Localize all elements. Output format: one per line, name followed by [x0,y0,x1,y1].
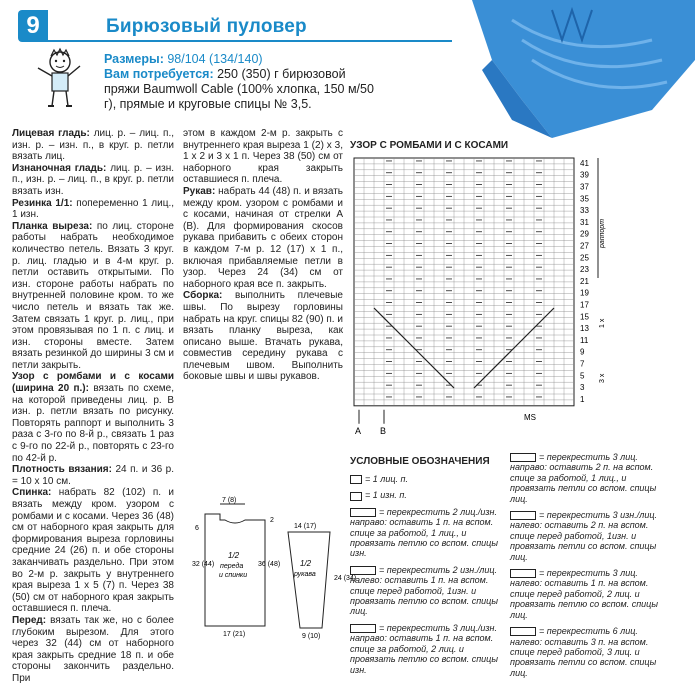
chart-arrow-b-label: B [380,425,387,436]
chart-row-number: 7 [580,359,585,369]
instruction-text: набрать 44 (48) п. и вязать между кром. узором с ромбами и с косами, начиная от стрелки А (В). Для формирования скосов рукава прибавить с обеих сторон в каждом 7-м р. 12 (17) х 1 п., включая прибавляемые петли в узор. Через 24 (34) см от наборного края все п. закрыть. [183,185,343,290]
sleeve-schematic [282,520,357,640]
materials-line [104,67,374,112]
instruction-paragraph [12,198,174,221]
legend-item [510,568,660,620]
legend-item [510,510,660,562]
chart-row-number: 1 [580,394,585,404]
legend-symbol-icon [350,492,362,501]
chart-row-number: 5 [580,371,585,381]
instructions-column-2 [183,128,343,383]
legend-item [510,452,660,504]
instruction-paragraph [12,371,174,464]
instruction-heading: Плотность вязания: [12,464,116,476]
chart-row-number: 21 [580,276,589,286]
instruction-paragraph [12,487,174,615]
legend-right [510,452,660,684]
chart-row-number: 17 [580,300,589,310]
legend-text: = перекрестить 3 лиц. налево: оставить 1 п. на вспом. спице перед работой, 2 лиц. и провязать петлю со вспом. спицы лиц. [510,568,658,620]
legend-item [350,490,505,500]
body-label-3: и спинки [219,572,248,579]
legend-item [350,507,505,559]
legend-symbol-icon [510,569,536,578]
materials-label: Вам потребуется: [104,67,214,81]
legend-symbol-icon [350,508,376,517]
sizes-line [104,52,263,66]
instruction-text: лиц. р. – изн. п., изн. р. – лиц. п., в круг. р. петли вязать изн. [12,162,174,197]
body-left-dim: 6 [195,525,199,532]
legend-text: = перекрестить 6 лиц. налево: оставить 3 п. на вспом. спице перед работой, 3 лиц. и провязать петли со вспом. спицы лиц. [510,626,657,678]
legend-item [350,623,505,675]
chart-row-number: 23 [580,265,589,275]
chart-row-number: 37 [580,182,589,192]
instruction-text: 24 п. и 36 р. = 10 х 10 см. [12,464,175,487]
instruction-heading: Узор с ромбами и с косами (ширина 20 п.): [12,371,174,395]
sleeve-bottom-dim: 9 (10) [302,633,321,640]
instruction-text: вязать так же, но с более глубоким вырезом. Для этого через 32 (44) см от наборного края закрыть средние 18 п. и обе стороны закончить раздельно. При [12,614,174,684]
legend-title: УСЛОВНЫЕ ОБОЗНАЧЕНИЯ [350,456,490,467]
sweater-photo [452,0,695,138]
legend-symbol-icon [350,566,376,575]
instruction-heading: Спинка: [12,487,59,499]
chart-row-number: 9 [580,347,585,357]
materials-value: 250 (350) г бирюзовой пряжи Baumwoll Cable (100% хлопка, 150 м/50 г), прямые и круговые спицы № 3,5. [104,67,374,111]
chart-row-number: 39 [580,170,589,180]
legend-text: = перекрестить 3 лиц. направо: оставить 2 п. на вспом. спице за работой, 1 лиц., и провязать петли со вспом. спицы лиц. [510,452,657,504]
chart-three-x-label: 3 х [599,373,606,383]
sizes-label: Размеры: [104,52,164,66]
knitting-chart [350,155,690,445]
instruction-text: по лиц. стороне работы набрать необходимое количество петель. Вязать 3 круг. р. лиц. гладью и в 4-м круг. р. петли оставить открытыми. По изн. стороне работы набрать по внутренней половине кром. то же число петель и вязать так же. Затем связать 1 круг. р. лиц., при этом провязывая по 1 п. с лиц. и изн. стороны вместе. Затем вязать резинкой до ширины 3 см и петли закрыть. [12,220,174,371]
body-height-dim: 32 (44) [192,561,215,568]
chart-rapport-label: раппорт [599,218,606,248]
instruction-heading: Перед: [12,614,51,626]
legend-text: = перекрестить 2 изн./лиц. налево: оставить 1 п. на вспом. спице перед работой, 1изн. и провязать петлю со вспом. спицы лиц. [350,564,498,617]
legend-symbol-icon [350,624,376,633]
sleeve-height-dim: 24 (34) [334,575,357,582]
chart-row-number: 29 [580,229,589,239]
page-title: Бирюзовый пуловер [106,16,307,37]
sleeve-top-dim: 14 (17) [294,523,317,530]
instruction-paragraph [12,128,174,163]
chart-row-number: 15 [580,312,589,322]
sizes-value: 98/104 (134/140) [167,52,263,66]
sleeve-label-1: 1/2 [300,559,312,568]
legend-item [510,626,660,678]
instruction-heading: Рукав: [183,185,219,197]
sleeve-label-2: рукава [294,571,316,578]
instruction-paragraph [183,290,343,383]
legend-text: = 1 изн. п. [365,490,407,501]
instruction-paragraph [12,464,174,487]
instructions-column-1 [12,128,174,685]
chart-row-number: 3 [580,383,585,393]
chart-title: УЗОР С РОМБАМИ И С КОСАМИ [350,140,509,151]
instruction-text: этом в каждом 2-м р. закрыть с внутреннего края выреза 1 (2) х 3, 1 х 2 и 3 х 1 п. Через 38 (50) см от наборного края закрыть оставшиеся п. плеча. [183,128,343,186]
body-label-2: переда [220,563,244,570]
chart-row-number: 35 [580,194,589,204]
instruction-heading: Изнаночная гладь: [12,162,111,174]
instruction-heading: Резинка 1/1: [12,197,77,209]
instruction-paragraph [183,128,343,186]
body-top-dim: 7 (8) [222,497,237,504]
chart-row-number: 25 [580,253,589,263]
chart-row-number: 41 [580,158,589,168]
chart-one-x-label: 1 х [599,318,606,328]
chart-ms-label: MS [524,412,536,422]
body-right-dim: 2 [270,517,274,524]
legend-symbol-icon [510,453,536,462]
legend-symbol-icon [510,511,536,520]
legend-item [350,474,505,484]
chart-row-number: 19 [580,288,589,298]
instruction-text: набрать 82 (102) п. и вязать между кром. узором с ромбами и с косами. Через 36 (48) см от наборного края закрыть для формирования выреза горловины средние 24 (26) п. и обе стороны заканчивать раздельно. При этом во 2-м р. закрыть у внутреннего края выреза 1 х 5 (7) п. Через 38 (50) см от наборного края закрыть оставшиеся п. плеча. [12,487,174,615]
instruction-heading: Планка выреза: [12,220,97,232]
body-height2-dim: 36 (48) [258,561,281,568]
instruction-paragraph [183,186,343,290]
instruction-text: выполнить плечевые швы. По вырезу горловины набрать на круг. спицы 82 (90) п. и вязать планку выреза, как описано выше. Втачать рукава, совместив середину рукава с плечевым швом. Выполнить боковые швы и швы рукавов. [183,290,343,383]
body-schematic [190,496,280,636]
chart-arrow-a-label: A [355,425,362,436]
chart-row-number: 11 [580,335,589,345]
instruction-heading: Сборка: [183,290,236,302]
legend-text: = перекрестить 3 лиц./изн. направо: оставить 1 п. на вспом. спице за работой, 2 лиц. и провязать петлю со вспом. спицы изн. [350,622,498,675]
chart-row-number: 13 [580,324,589,334]
instruction-paragraph [12,221,174,372]
instruction-text: вязать по схеме, на которой приведены лиц. р. В изн. р. петли вязать по рисунку. Повторять раппорт и выполнить 3 раза с 3-го по 8-й р., связать 1 раз с 9-го по 22-й р., повторять с 23-го по 42-й р. [12,383,175,464]
legend-symbol-icon [350,475,362,484]
chart-row-number: 33 [580,206,589,216]
page-number: 9 [18,10,48,42]
legend-text: = перекрестить 2 лиц./изн. направо: оставить 1 п. на вспом. спице за работой, 1 лиц., и провязать петлю со вспом. спицы изн. [350,506,498,559]
kid-illustration-icon [30,48,90,112]
legend-left [350,474,505,681]
chart-row-number: 31 [580,217,589,227]
chart-row-number: 27 [580,241,589,251]
instruction-paragraph [12,615,174,685]
instruction-heading: Лицевая гладь: [12,128,94,139]
body-bottom-dim: 17 (21) [223,631,246,638]
body-label-1: 1/2 [228,551,240,560]
instruction-paragraph [12,163,174,198]
instruction-text: попеременно 1 лиц., 1 изн. [12,197,174,221]
legend-symbol-icon [510,627,536,636]
legend-text: = 1 лиц. п. [365,474,408,484]
instruction-text: лиц. р. – лиц. п., изн. р. – изн. п., в круг. р. петли вязать лиц. [12,128,174,163]
legend-item [350,565,505,617]
legend-text: = перекрестить 3 изн./лиц. налево: оставить 2 п. на вспом. спице перед работой, 1изн. и провязать петли со вспом. спицы лиц. [510,510,657,562]
